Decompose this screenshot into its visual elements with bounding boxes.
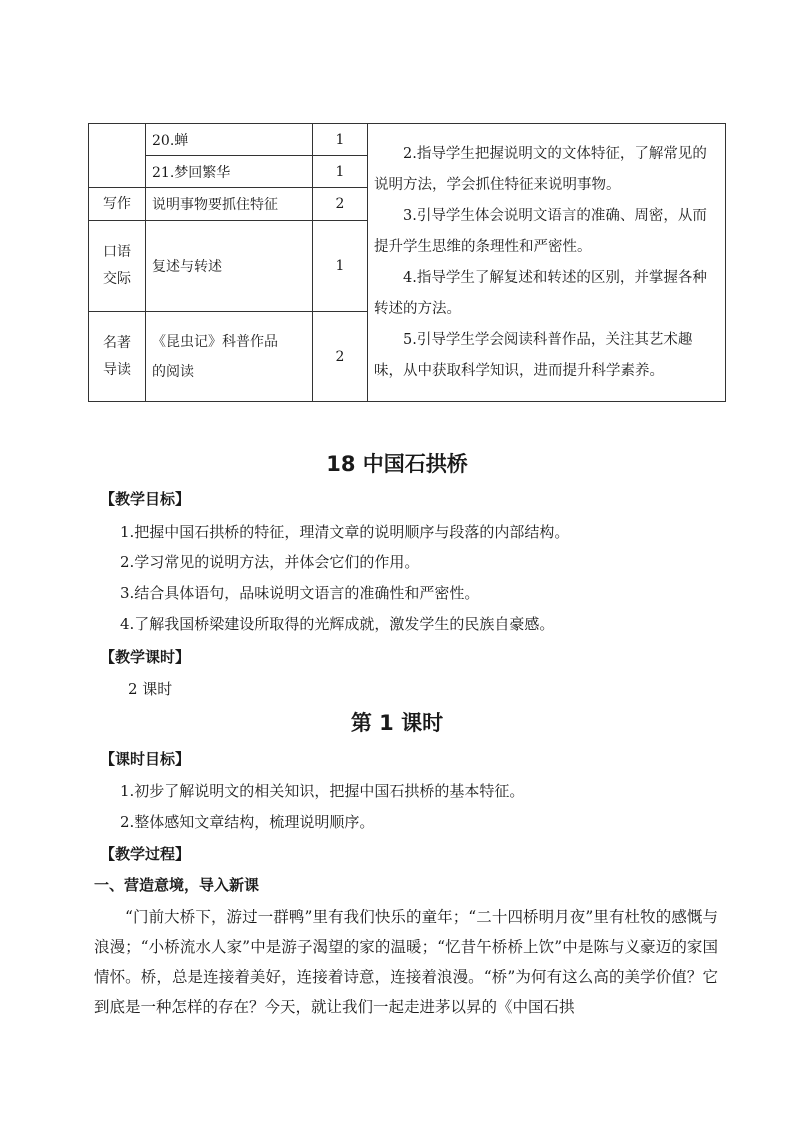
item-cell: 说明事物要抓住特征 <box>146 188 313 221</box>
item-line: 《昆虫记》科普作品 <box>152 333 278 350</box>
hours-cell: 1 <box>313 221 368 312</box>
table-row <box>89 124 726 156</box>
goal-text: 5.引导学生学会阅读科普作品，关注其艺术趣味，从中获取科学知识，进而提升科学素养。 <box>374 331 693 379</box>
category-cell <box>89 221 146 312</box>
item-cell <box>146 312 313 402</box>
category-line: 导读 <box>103 361 131 378</box>
period-goals-label: 【课时目标】 <box>100 750 191 768</box>
goal-text: 3.引导学生体会说明文语言的准确、周密，从而提升学生思维的条理性和严密性。 <box>374 207 707 255</box>
goal-text: 4.指导学生了解复述和转述的区别，并掌握各种转述的方法。 <box>374 269 707 317</box>
period-goal-item: 1.初步了解说明文的相关知识，把握中国石拱桥的基本特征。 <box>120 782 525 800</box>
teaching-goal-item: 4.了解我国桥梁建设所取得的光辉成就，激发学生的民族自豪感。 <box>120 615 555 633</box>
teaching-goal-item: 1.把握中国石拱桥的特征，理清文章的说明顺序与段落的内部结构。 <box>120 523 570 541</box>
item-cell: 20.蝉 <box>146 124 313 156</box>
teaching-hours-value: 2 课时 <box>128 680 173 698</box>
item-cell: 复述与转述 <box>146 221 313 312</box>
item-line: 的阅读 <box>152 363 194 380</box>
category-cell <box>89 124 146 188</box>
category-cell: 写作 <box>89 188 146 221</box>
period-title: 第 1 课时 <box>350 711 444 735</box>
intro-paragraph: “门前大桥下，游过一群鸭”里有我们快乐的童年；“二十四桥明月夜”里有杜牧的感慨与浪漫；“小桥流水人家”中是游子渴望的家的温暖；“忆昔午桥桥上饮”中是陈与义豪迈的家国情怀。桥，总是连接着美好，连接着诗意，连接着浪漫。“桥”为何有这么高的美学价值？它到底是一种怎样的存在？今天，就让我们一起走进茅以昇的《中国石拱 <box>94 908 718 1016</box>
goal-text: 2.指导学生把握说明文的文体特征，了解常见的说明方法，学会抓住特征来说明事物。 <box>374 145 707 193</box>
process-label: 【教学过程】 <box>100 845 191 863</box>
process-step-heading: 一、营造意境，导入新课 <box>94 876 260 894</box>
teaching-hours-label: 【教学课时】 <box>100 648 191 666</box>
curriculum-table <box>88 123 726 402</box>
hours-cell: 2 <box>313 188 368 221</box>
goals-cell <box>368 124 726 402</box>
category-line: 口语 <box>103 244 131 260</box>
category-line: 名著 <box>103 334 131 351</box>
teaching-goals-label: 【教学目标】 <box>100 490 191 508</box>
category-cell <box>89 312 146 402</box>
teaching-goal-item: 2.学习常见的说明方法，并体会它们的作用。 <box>120 553 420 571</box>
hours-cell: 1 <box>313 156 368 188</box>
lesson-title: 18 中国石拱桥 <box>326 452 468 476</box>
item-cell: 21.梦回繁华 <box>146 156 313 188</box>
period-goal-item: 2.整体感知文章结构，梳理说明顺序。 <box>120 813 375 831</box>
teaching-goal-item: 3.结合具体语句，品味说明文语言的准确性和严密性。 <box>120 584 480 602</box>
hours-cell: 1 <box>313 124 368 156</box>
category-line: 交际 <box>103 271 131 287</box>
hours-cell: 2 <box>313 312 368 402</box>
